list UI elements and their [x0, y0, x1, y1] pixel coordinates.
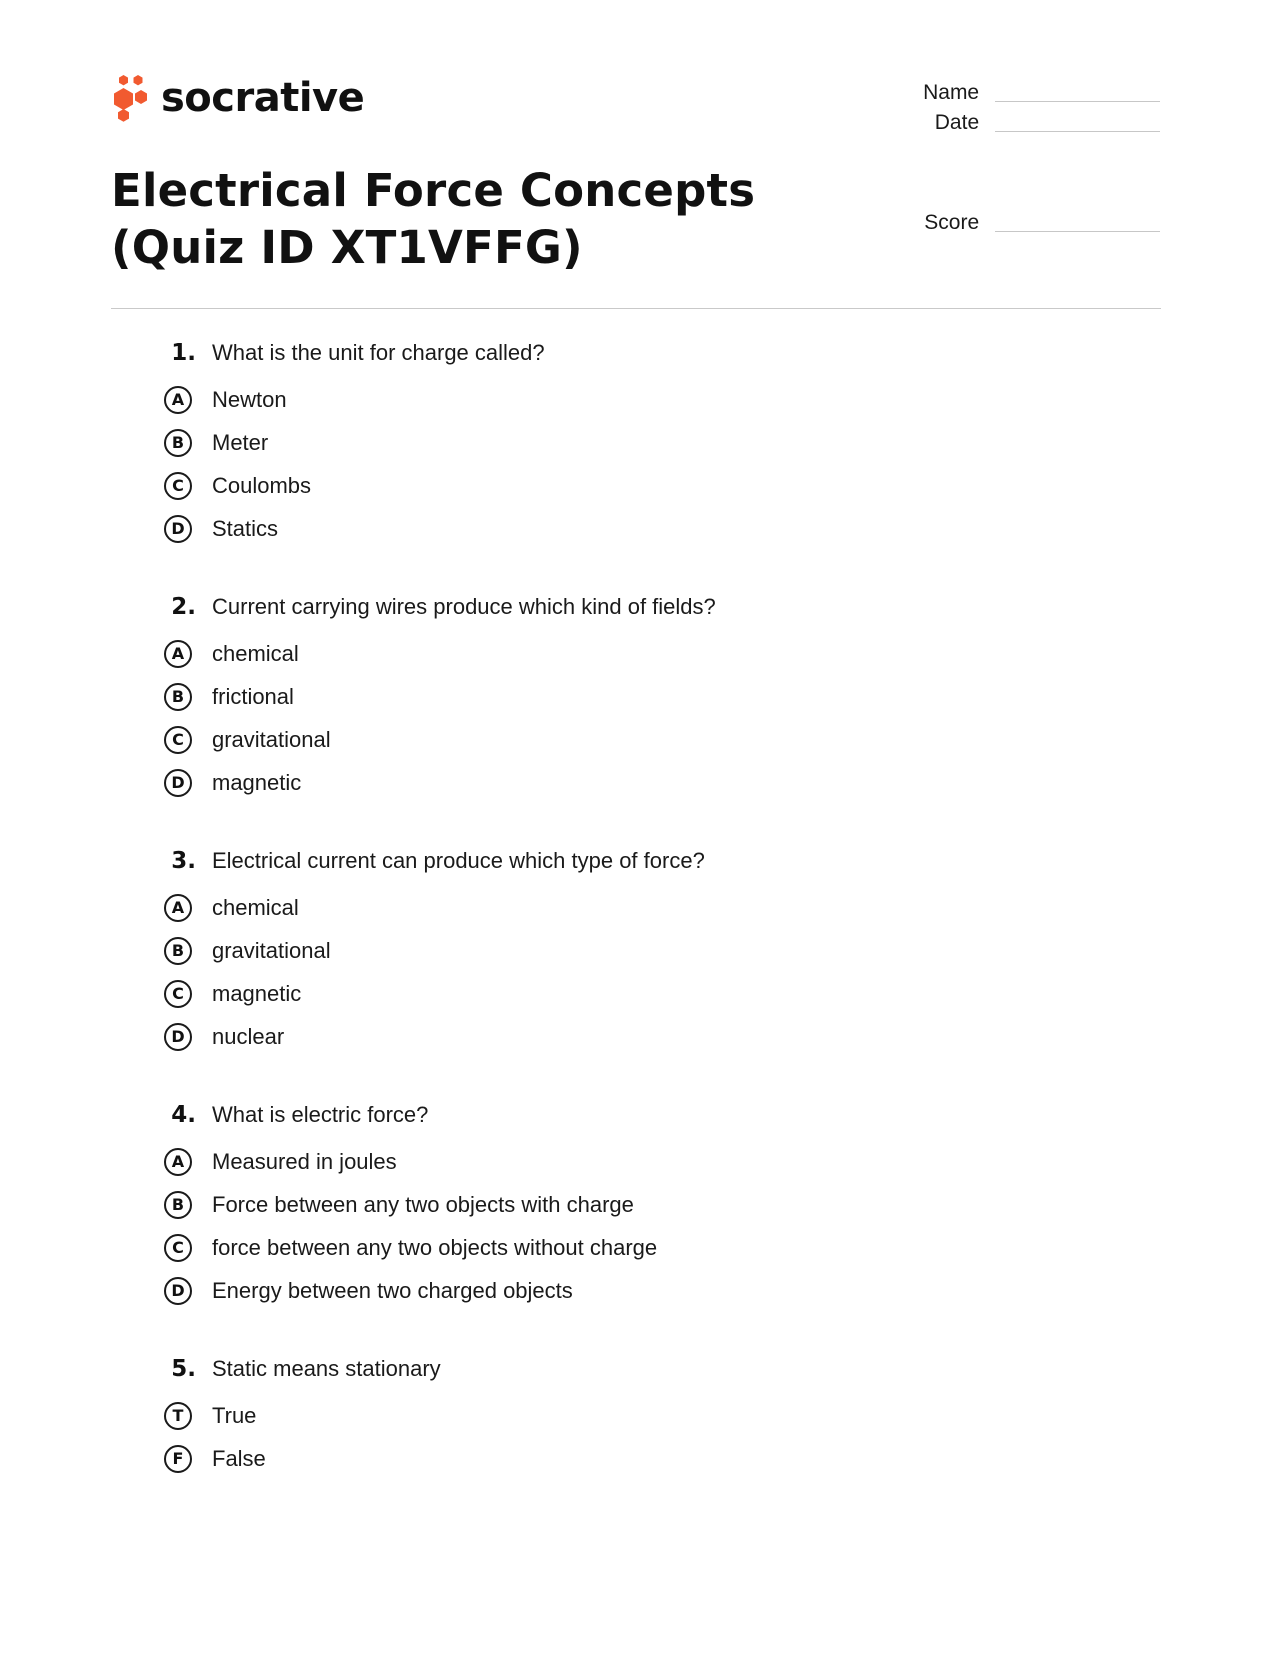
answer-bubble[interactable]: C: [164, 980, 192, 1008]
question-text: What is electric force?: [212, 1102, 429, 1127]
answer-text: Newton: [212, 386, 287, 412]
header-divider: [111, 308, 1161, 309]
answer-text: Energy between two charged objects: [212, 1277, 573, 1303]
name-label: Name: [923, 81, 980, 104]
answer-bubble[interactable]: B: [164, 683, 192, 711]
score-label: Score: [924, 211, 980, 234]
question-5: [160, 1356, 1060, 1480]
answer-option-true[interactable]: [160, 1394, 1060, 1437]
name-field: [850, 76, 1160, 106]
answer-option[interactable]: [160, 632, 1060, 675]
answer-option[interactable]: [160, 421, 1060, 464]
socrative-logo: [111, 72, 364, 124]
answer-bubble[interactable]: B: [164, 937, 192, 965]
answer-text: force between any two objects without charge: [212, 1234, 658, 1260]
question-2: [160, 594, 1060, 804]
answer-option-false[interactable]: [160, 1437, 1060, 1480]
question-1: [160, 340, 1060, 550]
question-number: 3.: [171, 848, 196, 874]
question-header: [160, 594, 1060, 632]
answer-bubble[interactable]: C: [164, 726, 192, 754]
question-text: Current carrying wires produce which kind of fields?: [212, 594, 716, 619]
answer-text: False: [212, 1445, 266, 1471]
answer-option[interactable]: [160, 761, 1060, 804]
answer-option[interactable]: [160, 464, 1060, 507]
question-header: [160, 340, 1060, 378]
date-line: [995, 131, 1160, 132]
name-line: [995, 101, 1160, 102]
answer-option[interactable]: [160, 675, 1060, 718]
question-header: [160, 1356, 1060, 1394]
question-header: [160, 848, 1060, 886]
answer-text: Statics: [212, 515, 279, 541]
question-list: [160, 340, 1060, 1524]
question-number: 1.: [171, 340, 196, 366]
answer-option[interactable]: [160, 1183, 1060, 1226]
answer-text: chemical: [212, 894, 299, 920]
answer-bubble[interactable]: A: [164, 1148, 192, 1176]
answer-text: Meter: [212, 429, 269, 455]
answer-bubble[interactable]: A: [164, 894, 192, 922]
brand-name: socrative: [161, 75, 365, 121]
question-header: [160, 1102, 1060, 1140]
answer-bubble[interactable]: D: [164, 1277, 192, 1305]
answer-bubble[interactable]: C: [164, 1234, 192, 1262]
date-field: [850, 106, 1160, 136]
answer-option[interactable]: [160, 507, 1060, 550]
answer-bubble[interactable]: B: [164, 1191, 192, 1219]
question-text: Electrical current can produce which type of force?: [212, 848, 705, 873]
answer-bubble[interactable]: F: [164, 1445, 192, 1473]
question-number: 5.: [171, 1356, 196, 1382]
answer-option[interactable]: [160, 972, 1060, 1015]
answer-text: chemical: [212, 640, 299, 666]
answer-bubble[interactable]: B: [164, 429, 192, 457]
answer-text: gravitational: [212, 937, 331, 963]
page-title: Electrical Force Concepts (Quiz ID XT1VFFG): [111, 164, 756, 274]
answer-option[interactable]: [160, 718, 1060, 761]
answer-text: Measured in joules: [212, 1148, 397, 1174]
question-number: 2.: [171, 594, 196, 620]
answer-text: Coulombs: [212, 472, 312, 498]
answer-option[interactable]: [160, 1015, 1060, 1058]
answer-bubble[interactable]: C: [164, 472, 192, 500]
answer-option[interactable]: [160, 1269, 1060, 1312]
answer-bubble[interactable]: D: [164, 769, 192, 797]
question-text: What is the unit for charge called?: [212, 340, 545, 365]
question-3: [160, 848, 1060, 1058]
answer-text: nuclear: [212, 1023, 285, 1049]
answer-bubble[interactable]: A: [164, 640, 192, 668]
question-4: [160, 1102, 1060, 1312]
question-number: 4.: [171, 1102, 196, 1128]
answer-text: True: [212, 1402, 257, 1428]
answer-option[interactable]: [160, 1226, 1060, 1269]
answer-option[interactable]: [160, 886, 1060, 929]
date-label: Date: [934, 111, 980, 134]
answer-bubble[interactable]: T: [164, 1402, 192, 1430]
answer-option[interactable]: [160, 929, 1060, 972]
question-text: Static means stationary: [212, 1356, 441, 1381]
answer-bubble[interactable]: D: [164, 515, 192, 543]
answer-option[interactable]: [160, 378, 1060, 421]
answer-bubble[interactable]: A: [164, 386, 192, 414]
answer-text: Force between any two objects with charge: [212, 1191, 634, 1217]
answer-option[interactable]: [160, 1140, 1060, 1183]
score-field: [850, 206, 1160, 236]
answer-bubble[interactable]: D: [164, 1023, 192, 1051]
answer-text: frictional: [212, 683, 294, 709]
answer-text: gravitational: [212, 726, 331, 752]
score-line: [995, 231, 1160, 232]
socrative-hexagon-logo-icon: [111, 73, 151, 123]
answer-text: magnetic: [212, 980, 302, 1006]
answer-text: magnetic: [212, 769, 302, 795]
